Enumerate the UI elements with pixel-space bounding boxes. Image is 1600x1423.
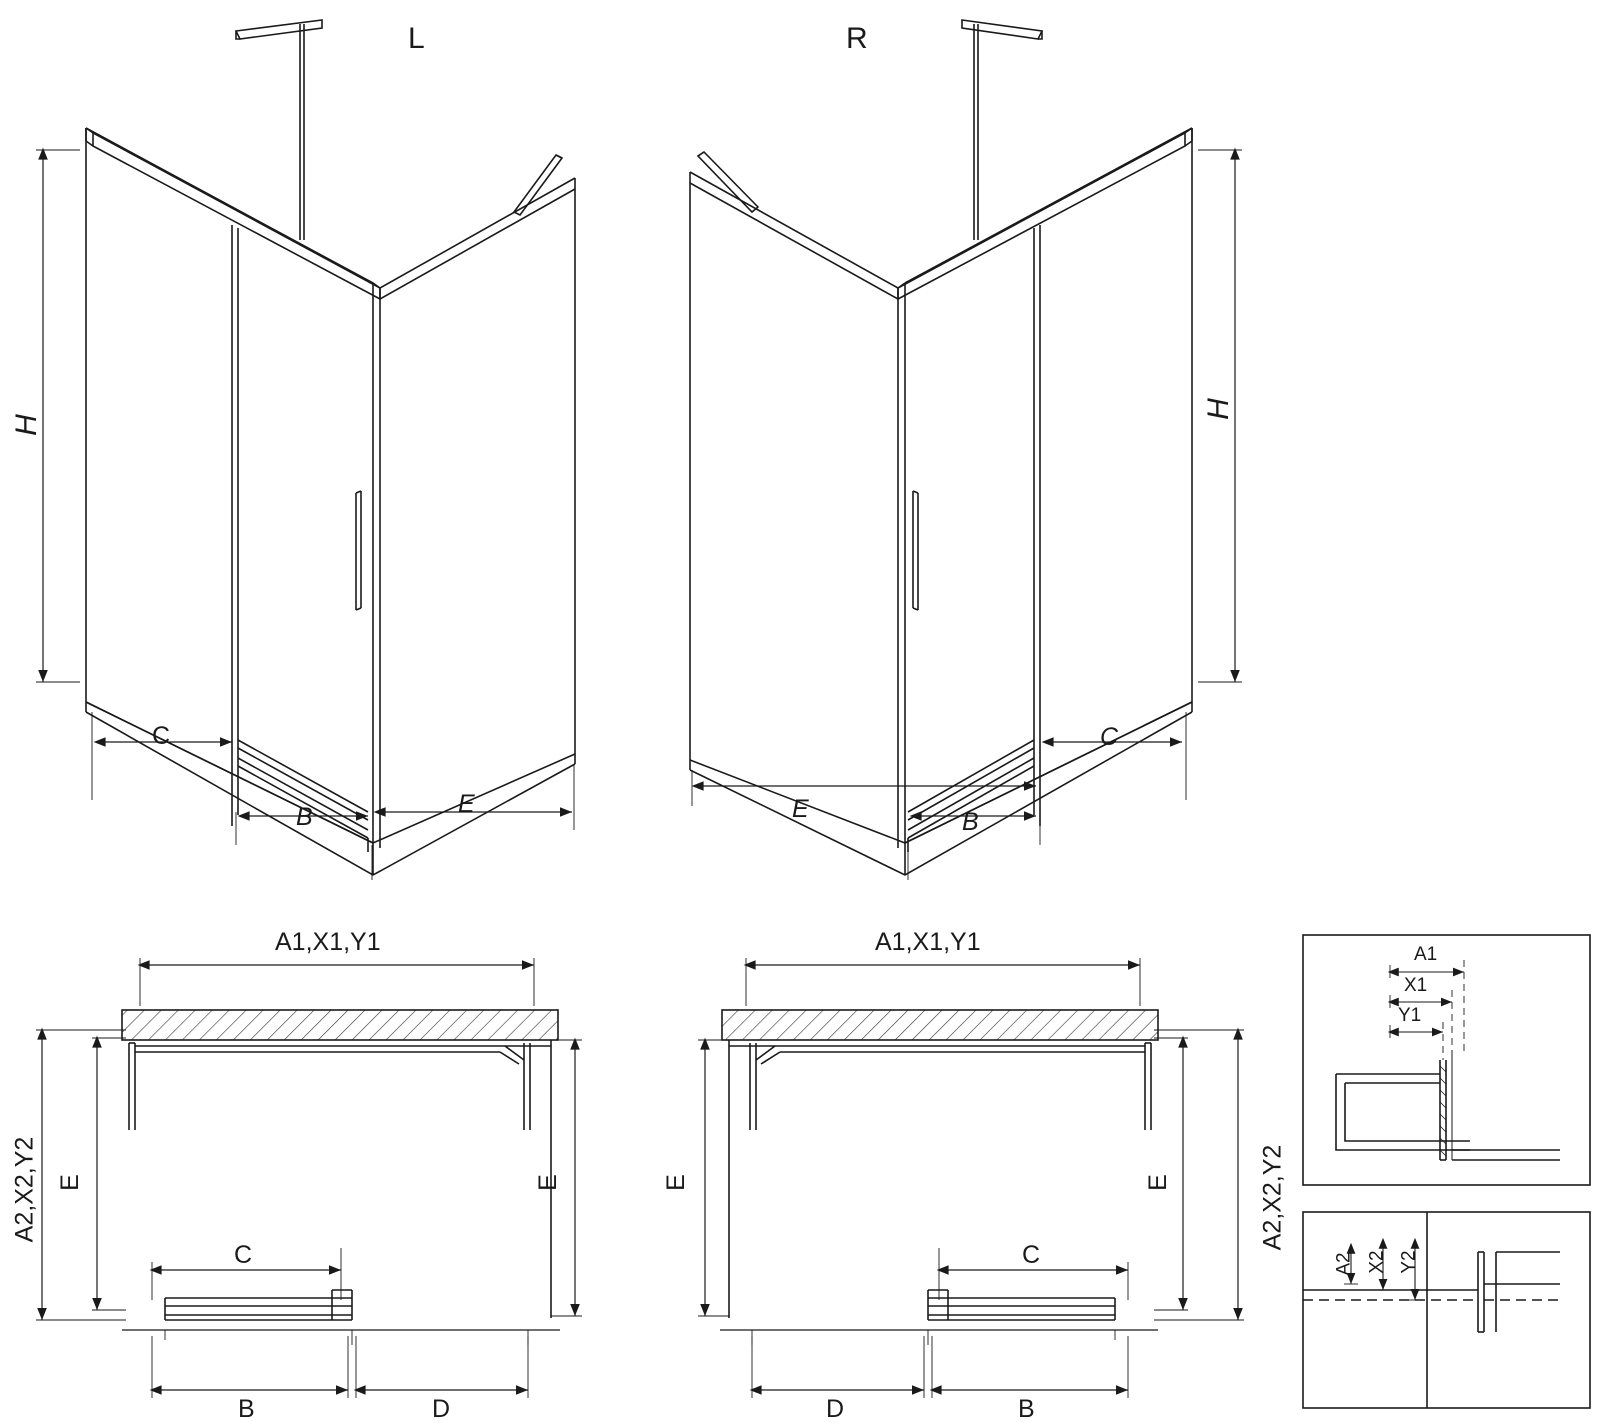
iso-view-left <box>36 20 575 880</box>
plan-right-e-inner-label: E <box>1143 1174 1172 1191</box>
plan-left-e-inner-label: E <box>55 1174 84 1191</box>
detail-top-a1-label: A1 <box>1414 944 1438 965</box>
plan-left-d-label: D <box>432 1395 451 1423</box>
iso-right-e-label: E <box>792 795 809 823</box>
plan-left-c-label: C <box>234 1241 253 1269</box>
iso-left-e-label: E <box>458 790 475 818</box>
plan-right-b-label: B <box>1018 1395 1035 1423</box>
iso-right-b-label: B <box>962 808 979 836</box>
plan-right-e-outer-label: E <box>661 1174 690 1191</box>
detail-top-y1-label: Y1 <box>1398 1005 1422 1026</box>
iso-left-variant-label: L <box>408 22 425 55</box>
detail-top-x1-label: X1 <box>1404 975 1428 996</box>
detail-profile-bottom <box>1303 1212 1590 1408</box>
iso-left-height-label: H <box>9 414 43 436</box>
plan-right-width-label: A1,X1,Y1 <box>875 928 981 956</box>
iso-right-variant-label: R <box>846 22 868 55</box>
plan-right-c-label: C <box>1022 1241 1041 1269</box>
iso-view-right <box>690 20 1242 880</box>
plan-left-width-label: A1,X1,Y1 <box>275 928 381 956</box>
detail-bottom-y2-label: Y2 <box>1398 1250 1420 1274</box>
detail-bottom-a2-label: A2 <box>1333 1252 1355 1276</box>
detail-bottom-x2-label: X2 <box>1366 1250 1388 1274</box>
plan-left-b-label: B <box>238 1395 255 1423</box>
plan-view-left <box>36 958 582 1398</box>
plan-left-e-outer-label: E <box>533 1174 562 1191</box>
plan-right-depth-label: A2,X2,Y2 <box>1258 1144 1287 1251</box>
plan-left-depth-label: A2,X2,Y2 <box>10 1136 39 1243</box>
iso-left-c-label: C <box>152 722 171 750</box>
iso-left-b-label: B <box>296 803 313 831</box>
iso-right-height-label: H <box>1201 398 1235 420</box>
plan-right-d-label: D <box>826 1395 845 1423</box>
iso-right-c-label: C <box>1100 723 1119 751</box>
detail-profile-top <box>1303 935 1590 1185</box>
